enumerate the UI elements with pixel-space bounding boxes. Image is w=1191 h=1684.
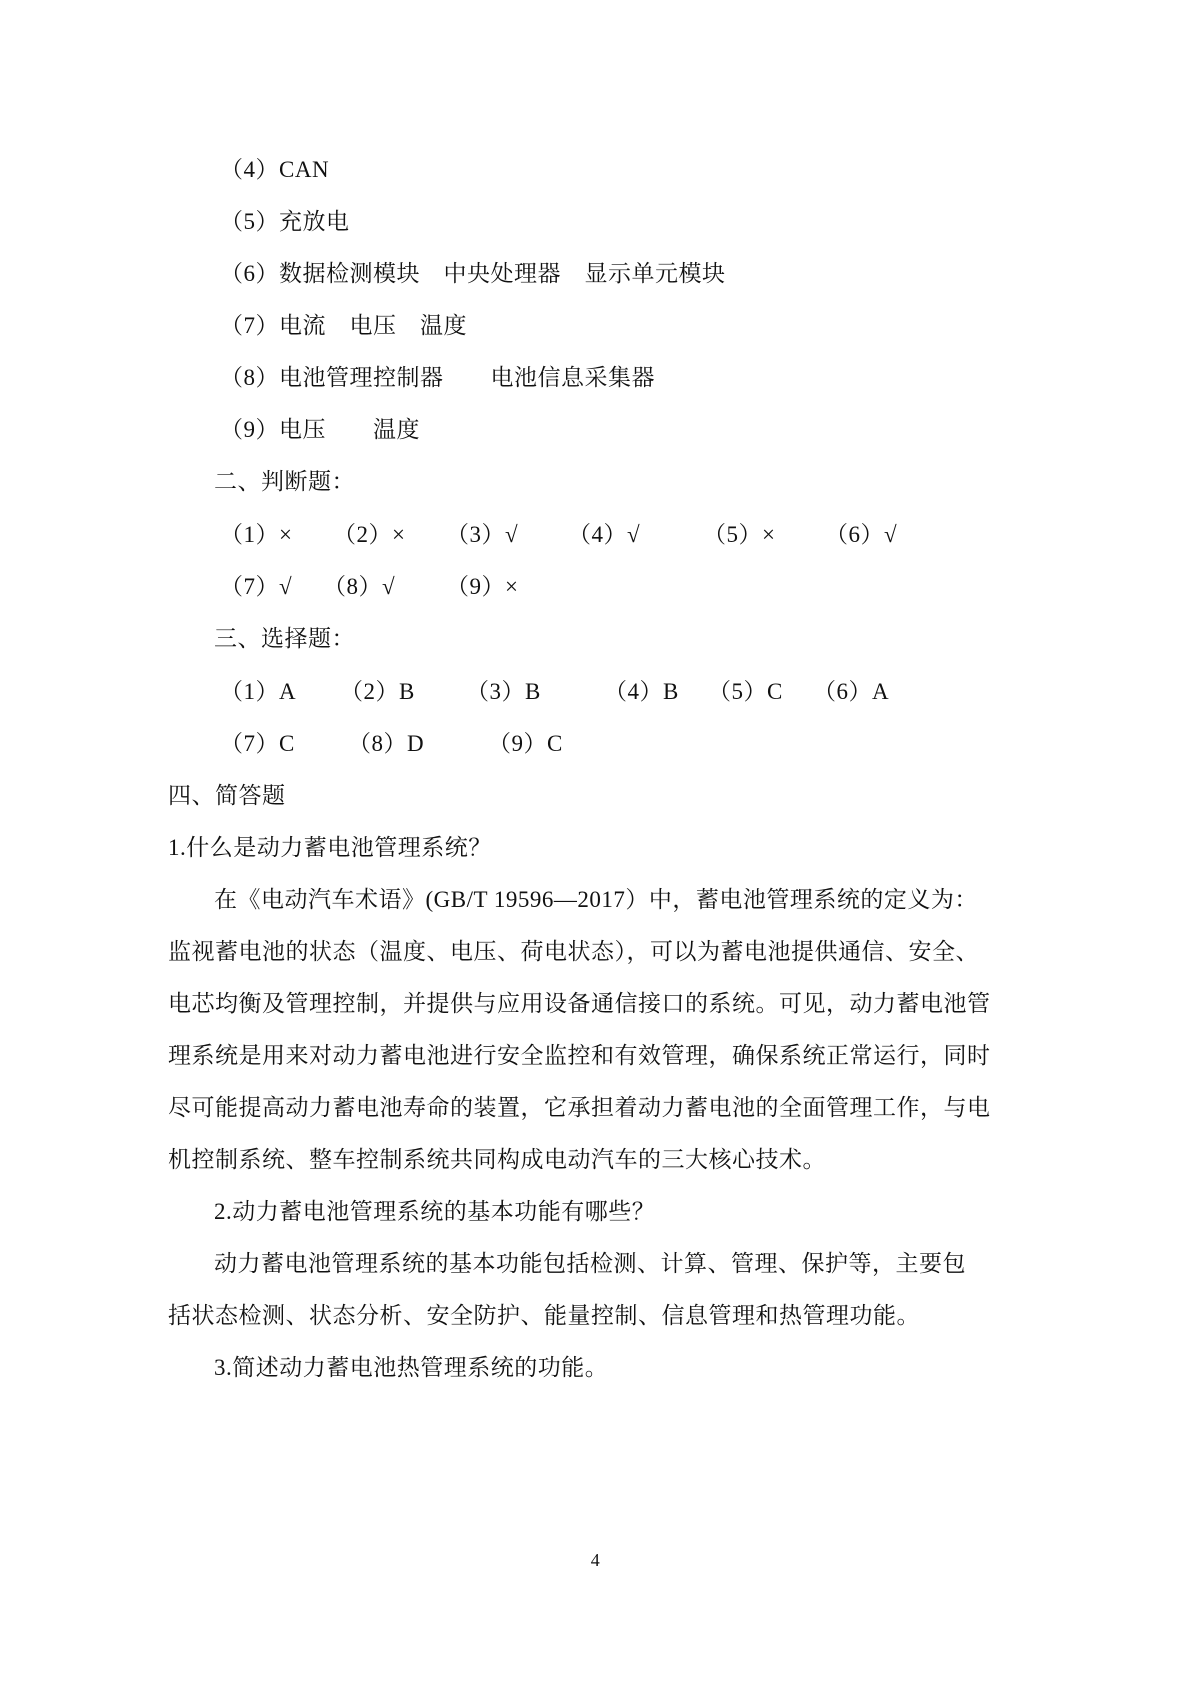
multiple-choice-heading: 三、选择题： [214,626,355,651]
answer-1-line-6: 机控制系统、整车控制系统共同构成电动汽车的三大核心技术。 [168,1147,826,1172]
multiple-choice-answer-9: （9）C [488,731,563,756]
fill-blank-item-8: （8）电池管理控制器 电池信息采集器 [220,365,655,390]
true-false-answer-5: （5）× [703,522,776,547]
fill-blank-item-9: （9）电压 温度 [220,417,420,442]
answer-1-line-1: 在《电动汽车术语》(GB/T 19596—2017）中，蓄电池管理系统的定义为： [214,887,978,912]
question-3: 3.简述动力蓄电池热管理系统的功能。 [214,1355,609,1380]
multiple-choice-answer-3: （3）B [466,679,541,704]
answer-1-line-5: 尽可能提高动力蓄电池寿命的装置，它承担着动力蓄电池的全面管理工作，与电 [168,1095,991,1120]
fill-blank-item-5: （5）充放电 [220,209,350,234]
answer-2-line-1: 动力蓄电池管理系统的基本功能包括检测、计算、管理、保护等，主要包 [214,1251,966,1276]
multiple-choice-answer-2: （2）B [340,679,415,704]
multiple-choice-answer-1: （1）A [220,679,297,704]
question-1: 1.什么是动力蓄电池管理系统？ [168,835,492,860]
true-false-answer-4: （4）√ [568,522,641,547]
multiple-choice-answer-4: （4）B [604,679,679,704]
short-answer-heading: 四、简答题 [168,783,286,808]
answer-1-line-4: 理系统是用来对动力蓄电池进行安全监控和有效管理，确保系统正常运行，同时 [168,1043,991,1068]
true-false-answer-7: （7）√ [220,574,293,599]
multiple-choice-answer-6: （6）A [813,679,890,704]
fill-blank-item-7: （7）电流 电压 温度 [220,313,467,338]
multiple-choice-answer-5: （5）C [708,679,783,704]
true-false-answer-1: （1）× [220,522,293,547]
answer-2-line-2: 括状态检测、状态分析、安全防护、能量控制、信息管理和热管理功能。 [168,1303,920,1328]
true-false-answer-2: （2）× [333,522,406,547]
true-false-answer-9: （9）× [446,574,519,599]
true-false-answer-6: （6）√ [825,522,898,547]
true-false-answer-3: （3）√ [446,522,519,547]
answer-1-line-3: 电芯均衡及管理控制，并提供与应用设备通信接口的系统。可见，动力蓄电池管 [168,991,991,1016]
fill-blank-item-4: （4）CAN [220,157,330,182]
multiple-choice-answer-8: （8）D [348,731,425,756]
multiple-choice-answer-7: （7）C [220,731,295,756]
question-2: 2.动力蓄电池管理系统的基本功能有哪些？ [214,1199,656,1224]
true-false-heading: 二、判断题： [214,469,355,494]
true-false-answer-8: （8）√ [323,574,396,599]
page-number: 4 [590,1550,601,1570]
answer-1-line-2: 监视蓄电池的状态（温度、电压、荷电状态），可以为蓄电池提供通信、安全、 [168,939,979,964]
fill-blank-item-6: （6）数据检测模块 中央处理器 显示单元模块 [220,261,726,286]
